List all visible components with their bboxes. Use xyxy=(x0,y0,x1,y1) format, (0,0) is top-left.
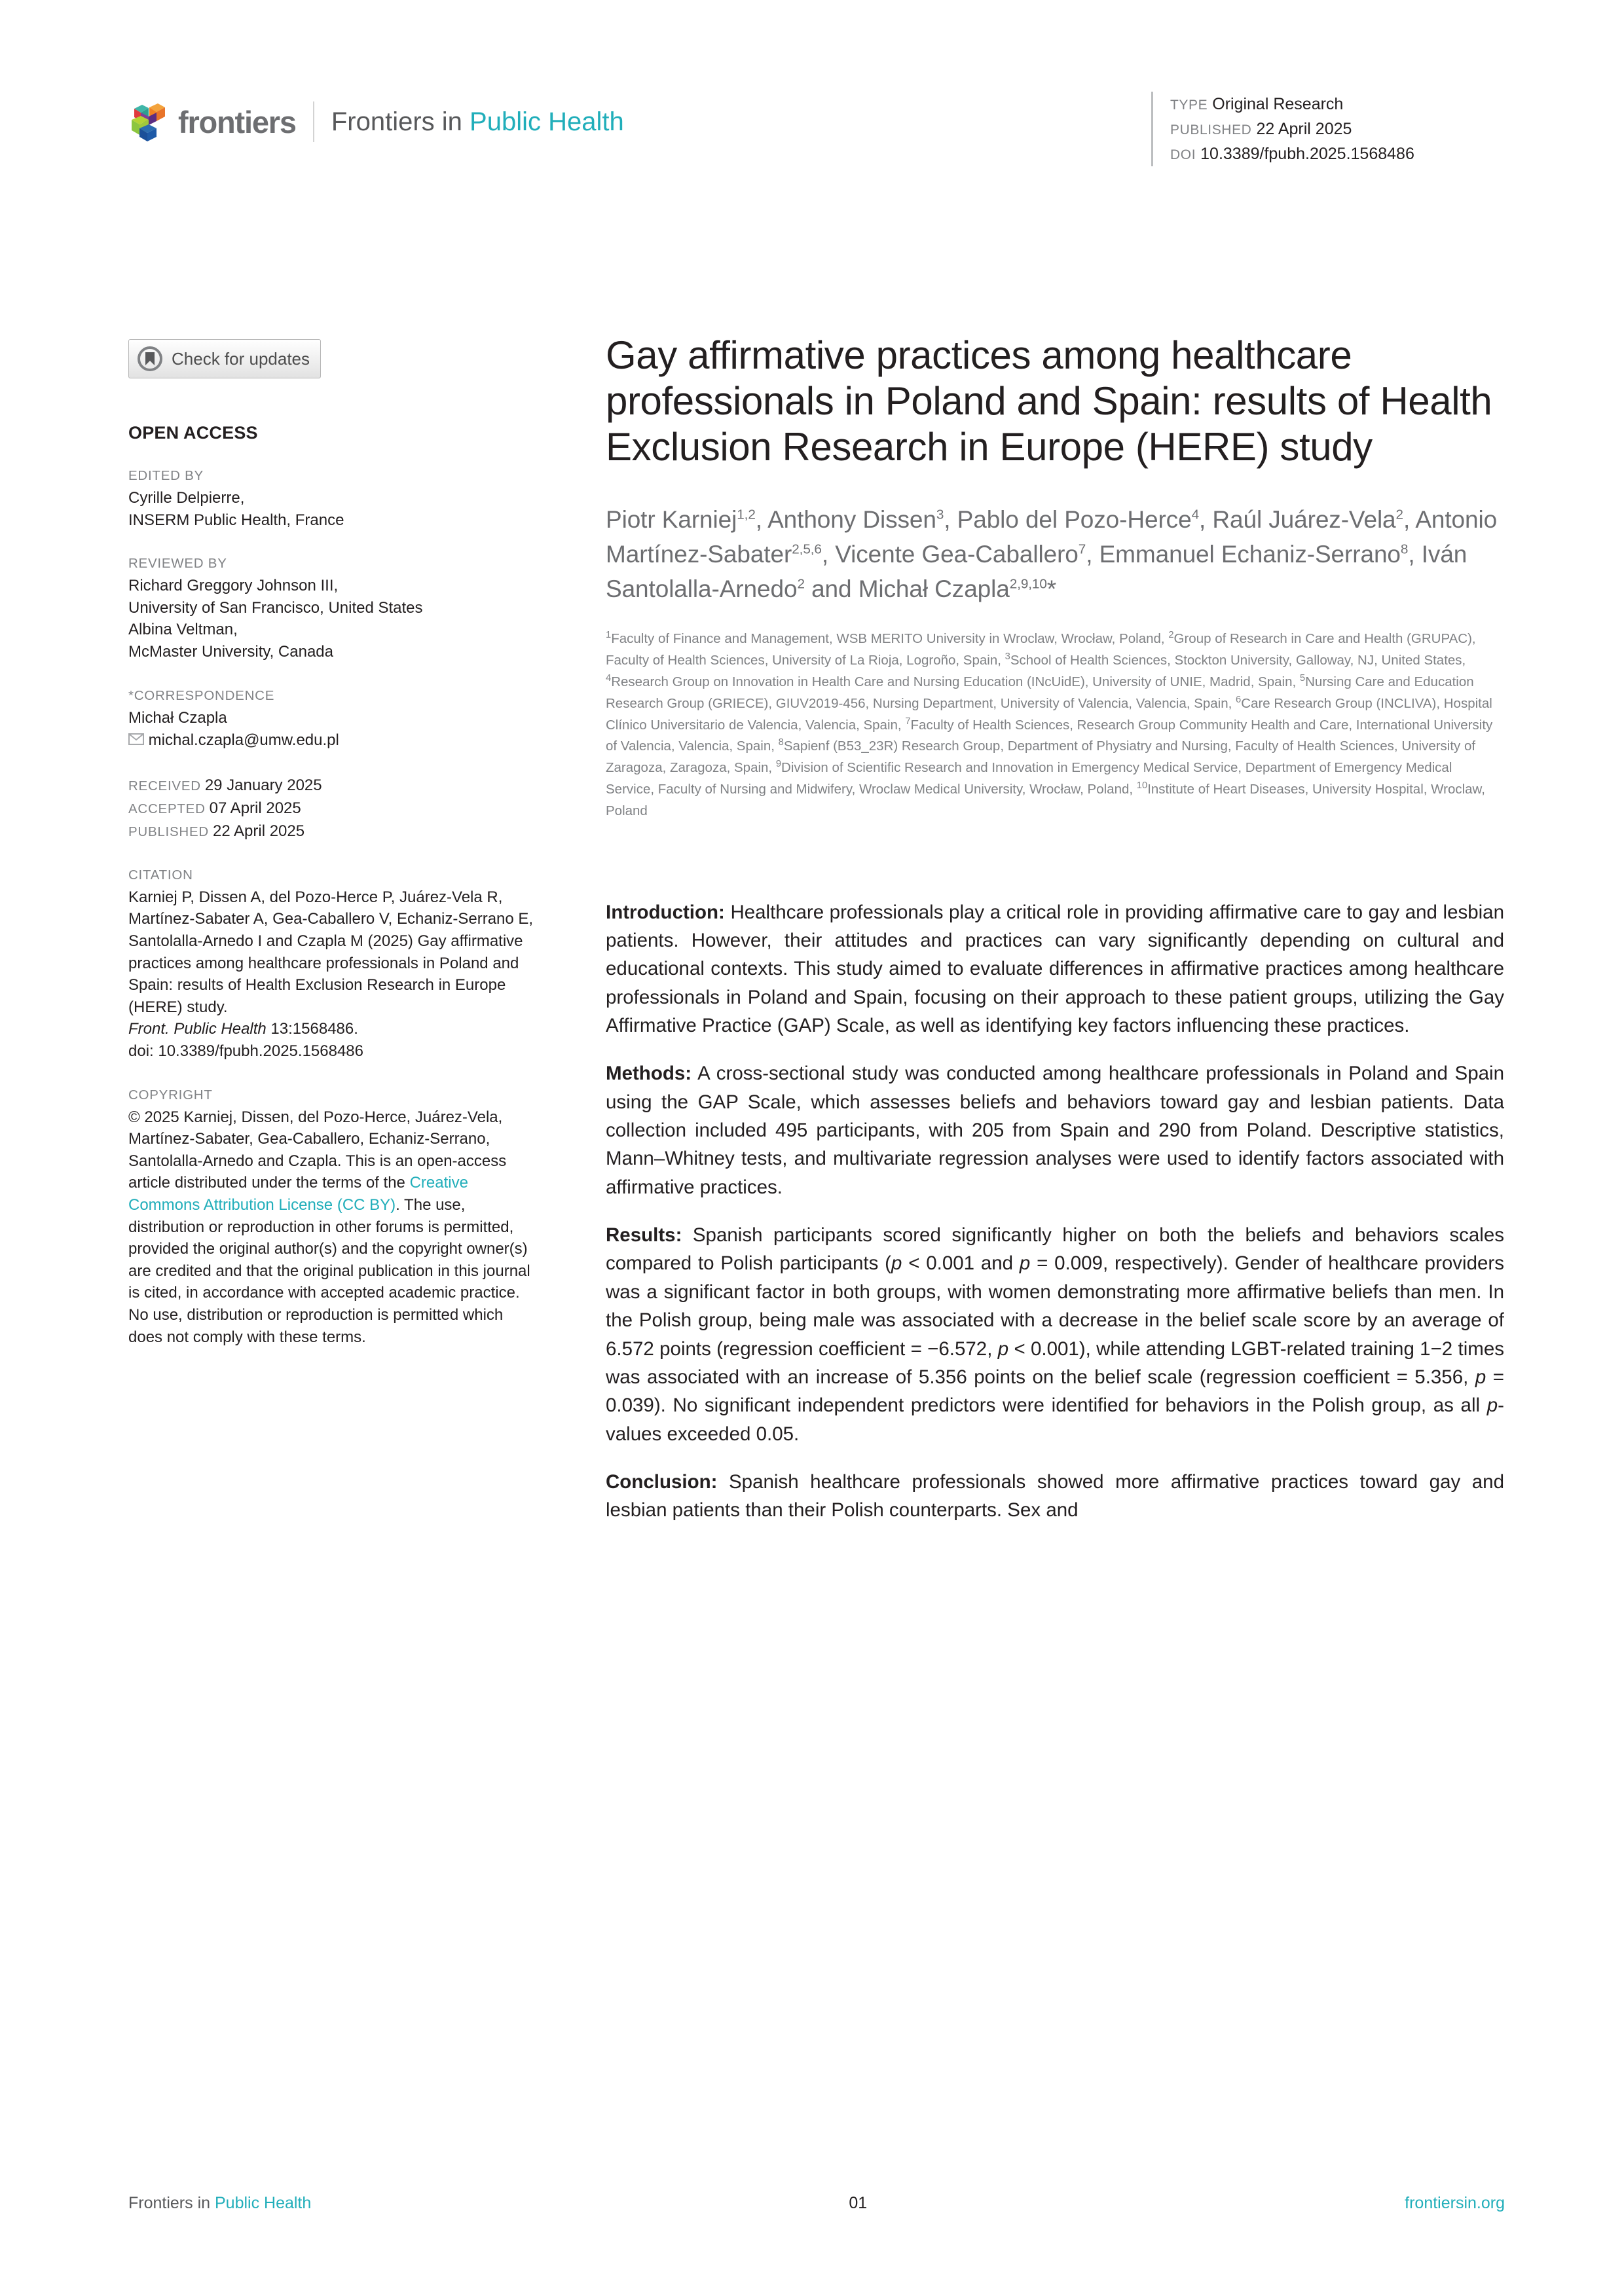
abstract-results-head: Results: xyxy=(606,1224,682,1247)
author-affiliation-marker: 2,5,6 xyxy=(792,541,822,557)
author-name[interactable]: Anthony Dissen xyxy=(767,505,936,533)
reviewed-by-value xyxy=(128,575,541,663)
check-for-updates-label: Check for updates xyxy=(172,348,310,369)
reviewer-line: McMaster University, Canada xyxy=(128,642,333,661)
abstract-conclusion-body: Spanish healthcare professionals showed more affirmative practices toward gay and lesbian patients than their Polish counterparts. Sex and xyxy=(606,1471,1504,1522)
abstract-methods xyxy=(606,1059,1504,1201)
masthead-divider xyxy=(313,101,314,142)
editor-line: Cyrille Delpierre, xyxy=(128,489,245,507)
meta-published-row xyxy=(1170,117,1505,141)
footer-journal-accent: Public Health xyxy=(214,2193,312,2212)
affiliation-text: Sapienf (B53_23R) Research Group, Department of Physiatry and Nursing, Faculty of Health Sciences, University of Zaragoza, Zaragoza, Spain, xyxy=(606,738,1476,776)
crossmark-icon xyxy=(137,346,163,372)
affiliation-marker: 7 xyxy=(905,716,911,727)
abstract-introduction-head: Introduction: xyxy=(606,901,725,923)
correspondence-name: Michał Czapla xyxy=(128,708,227,727)
edited-by-value xyxy=(128,487,541,531)
abstract-results-body-2: < 0.001 and xyxy=(902,1252,1020,1275)
author-name[interactable]: Vicente Gea-Caballero xyxy=(835,540,1079,568)
affiliation-marker: 10 xyxy=(1136,780,1148,792)
published-value: 22 April 2025 xyxy=(212,822,305,840)
reviewer-line: Richard Greggory Johnson III, xyxy=(128,577,339,595)
cc-license-link[interactable]: Creative Commons Attribution License (CC BY) xyxy=(128,1174,468,1214)
author-name[interactable]: Piotr Karniej xyxy=(606,505,737,533)
author-name[interactable]: Emmanuel Echaniz-Serrano xyxy=(1099,540,1401,568)
journal-title xyxy=(331,109,624,135)
copyright-part-two: . The use, distribution or reproduction in other forums is permitted, provided the original author(s) and the copyright owner(s) are credited and that the original publication in this journal is cited, in accordance with accepted academic practice. No use, distribution or reproduction is permitted which does not comply with these terms. xyxy=(128,1195,530,1346)
author-name[interactable]: Raúl Juárez-Vela xyxy=(1212,505,1396,533)
author-affiliation-marker: 4 xyxy=(1191,507,1199,522)
meta-type-label: TYPE xyxy=(1170,98,1208,113)
abstract-results-body-4: < 0.001), while attending LGBT-related training 1−2 times was associated with an increase of 5.356 points on the belief scale (regression coefficient = 5.356, xyxy=(606,1338,1504,1388)
accepted-label: ACCEPTED xyxy=(128,801,206,816)
abstract-results xyxy=(606,1221,1504,1448)
citation-label: CITATION xyxy=(128,867,193,883)
received-value: 29 January 2025 xyxy=(204,776,322,794)
abstract-results-p-5: p xyxy=(1486,1394,1498,1417)
envelope-icon xyxy=(128,733,144,745)
citation-journal: Front. Public Health xyxy=(128,1020,267,1038)
article-meta-block xyxy=(1151,92,1505,166)
meta-doi-row xyxy=(1170,141,1505,166)
reviewer-line: Albina Veltman, xyxy=(128,621,238,639)
abstract-conclusion-head: Conclusion: xyxy=(606,1471,718,1493)
author-name[interactable]: Michał Czapla xyxy=(858,575,1010,603)
abstract-results-body-1: Spanish participants scored significantly higher on both the beliefs and behaviors scales compared to Polish participants ( xyxy=(606,1224,1504,1275)
reviewer-line: University of San Francisco, United States xyxy=(128,598,423,617)
affiliation-marker: 5 xyxy=(1299,673,1306,684)
abstract-results-p-2: p xyxy=(1019,1252,1031,1275)
affiliation-marker: 2 xyxy=(1168,630,1174,641)
abstract-introduction xyxy=(606,898,1504,1040)
affiliation-marker: 3 xyxy=(1005,651,1010,663)
footer-journal xyxy=(128,2194,311,2213)
correspondence-email-row[interactable] xyxy=(128,729,541,752)
abstract-introduction-body: Healthcare professionals play a critical role in providing affirmative care to gay and lesbian patients. However, their attitudes and practices can vary significantly depending on cultural and educational contexts. This study aimed to evaluate differences in affirmative practices among healthcare professionals in Poland and Spain, focusing on their approach to these patient groups, utilizing the Gay Affirmative Practice (GAP) Scale, as well as identifying key factors influencing these practices. xyxy=(606,901,1504,1036)
affiliation-text: School of Health Sciences, Stockton University, Galloway, NJ, United States, xyxy=(1010,653,1466,668)
abstract-results-p-1: p xyxy=(891,1252,902,1275)
correspondence-email[interactable]: michal.czapla@umw.edu.pl xyxy=(148,731,339,750)
article-dates xyxy=(128,774,541,843)
open-access-badge: OPEN ACCESS xyxy=(128,423,258,443)
correspondence-label: *CORRESPONDENCE xyxy=(128,687,275,703)
affiliation-marker: 6 xyxy=(1236,694,1242,705)
affiliation-text: Faculty of Health Sciences, Research Group Community Health and Care, International University of Valencia, Valencia, Spain, xyxy=(606,717,1493,754)
affiliation-text: Care Research Group (INCLIVA), Hospital Clínico Universitario de Valencia, Valencia, Spain, xyxy=(606,695,1492,733)
author-affiliation-marker: 7 xyxy=(1078,541,1086,557)
meta-type-value: Original Research xyxy=(1212,95,1344,113)
page-footer xyxy=(128,2190,1505,2216)
author-name[interactable]: Antonio Martínez-Sabater xyxy=(606,505,1498,568)
published-row xyxy=(128,820,541,843)
affiliation-text: Research Group on Innovation in Health Care and Nursing Education (INcUidE), University of UNIE, Madrid, Spain, xyxy=(611,674,1300,689)
affiliation-text: Institute of Heart Diseases, University Hospital, Wroclaw, Poland xyxy=(606,781,1485,818)
affiliation-marker: 4 xyxy=(606,673,612,684)
author-name[interactable]: Iván Santolalla-Arnedo xyxy=(606,540,1467,603)
affiliation-marker: 8 xyxy=(778,737,784,748)
abstract-methods-head: Methods: xyxy=(606,1063,692,1085)
check-for-updates-button[interactable] xyxy=(128,339,321,378)
correspondence-value xyxy=(128,707,541,752)
author-affiliation-marker: 3 xyxy=(936,507,944,522)
copyright-text xyxy=(128,1106,541,1349)
published-label: PUBLISHED xyxy=(128,824,209,839)
author-affiliation-marker: 1,2 xyxy=(737,507,756,522)
reviewed-by-label: REVIEWED BY xyxy=(128,556,227,572)
article-sidebar xyxy=(128,339,541,1348)
affiliation-text: Faculty of Finance and Management, WSB MERITO University in Wroclaw, Wrocław, Poland, xyxy=(611,631,1169,647)
abstract-results-p-4: p xyxy=(1475,1366,1486,1388)
meta-published-label: PUBLISHED xyxy=(1170,122,1252,137)
author-list: Piotr Karniej$^{1,2}$, Anthony Dissen$^3$, Pablo del Pozo-Herce$^4$, Raúl Juárez-Vela$^2$, Antonio Martínez-Sabater$^{2,5,6}$, Vicente Gea-Caballero$^7$, Emmanuel Echaniz-Serrano$^8$, Iván Santolalla-Arnedo$^2$ and Michał Czapla$^{2,9,10}$* xyxy=(606,505,1498,603)
frontiers-logo-icon xyxy=(128,100,169,143)
affiliation-list xyxy=(606,629,1504,822)
author-affiliation-marker: 2 xyxy=(1395,507,1403,522)
page-title: Gay affirmative practices among healthcare professionals in Poland and Spain: results of Health Exclusion Research in Europe (HERE) study xyxy=(606,333,1492,469)
author-affiliation-marker: 2 xyxy=(797,576,805,592)
citation-doi: doi: 10.3389/fpubh.2025.1568486 xyxy=(128,1042,364,1060)
affiliation-marker: 1 xyxy=(606,630,612,641)
received-row xyxy=(128,774,541,797)
abstract-results-p-3: p xyxy=(997,1338,1009,1360)
affiliation-text: Nursing Care and Education Research Group (GRIECE), GIUV2019-456, Nursing Department, University of Valencia, Valencia, Spain, xyxy=(606,674,1474,711)
affiliation-marker: 9 xyxy=(775,759,782,770)
author-affiliation-marker: 2,9,10 xyxy=(1009,576,1047,592)
citation-volume: 13:1568486. xyxy=(266,1020,358,1038)
page-number: 01 xyxy=(849,2193,868,2212)
affiliation-text: Division of Scientific Research and Innovation in Emergency Medical Service, Department of Emergency Medical Service, Faculty of Nursing and Midwifery, Wroclaw Medical University, Wrocław, Poland, xyxy=(606,760,1452,797)
frontiers-wordmark: frontiers xyxy=(178,104,296,139)
copyright-label: COPYRIGHT xyxy=(128,1087,213,1102)
copyright-part-one: © 2025 Karniej, Dissen, del Pozo-Herce, Juárez-Vela, Martínez-Sabater, Gea-Caballero, Echaniz-Serrano, Santolalla-Arnedo and Czapla. This is an open-access article distributed under the terms of the xyxy=(128,1108,507,1192)
journal-title-prefix: Frontiers in xyxy=(331,107,470,136)
abstract-methods-body: A cross-sectional study was conducted among healthcare professionals in Poland and Spain using the GAP Scale, which assesses beliefs and behaviors toward gay and lesbian patients. Data collection included 495 participants, with 205 from Spain and 290 from Poland. Descriptive statistics, Mann–Whitney tests, and multivariate regression analyses were used to identify factors associated with affirmative practices. xyxy=(606,1063,1504,1198)
abstract xyxy=(606,898,1504,1525)
meta-published-value: 22 April 2025 xyxy=(1256,120,1352,138)
accepted-row xyxy=(128,797,541,820)
affiliation-text: Group of Research in Care and Health (GRUPAC), Faculty of Health Sciences, University of La Rioja, Logroño, Spain, xyxy=(606,631,1476,668)
author-affiliation-marker: 8 xyxy=(1400,541,1409,557)
abstract-results-body-6: -values exceeded 0.05. xyxy=(606,1394,1504,1445)
abstract-results-body-5: = 0.039). No significant independent predictors were identified for behaviors in the Polish group, as all xyxy=(606,1366,1504,1417)
meta-doi-label: DOI xyxy=(1170,147,1196,162)
citation-authors-title: Karniej P, Dissen A, del Pozo-Herce P, Juárez-Vela R, Martínez-Sabater A, Gea-Caballero V, Echaniz-Serrano E, Santolalla-Arnedo I and Czapla M (2025) Gay affirmative practices among healthcare professionals in Poland and Spain: results of Health Exclusion Research in Europe (HERE) study. xyxy=(128,888,534,1016)
received-label: RECEIVED xyxy=(128,778,201,793)
citation-text xyxy=(128,886,541,1063)
journal-title-accent: Public Health xyxy=(470,107,624,136)
meta-doi-value[interactable]: 10.3389/fpubh.2025.1568486 xyxy=(1200,145,1414,163)
frontiersin-link[interactable]: frontiersin.org xyxy=(1405,2193,1505,2212)
abstract-conclusion xyxy=(606,1468,1504,1525)
edited-by-label: EDITED BY xyxy=(128,468,204,483)
abstract-results-body-3: = 0.009, respectively). Gender of healthcare providers was a significant factor in both groups, with women demonstrating more affirmative beliefs than men. In the Polish group, being male was associated with a decrease in the belief scale score by an average of 6.572 points (regression coefficient = −6.572, xyxy=(606,1252,1504,1360)
author-name[interactable]: Pablo del Pozo-Herce xyxy=(957,505,1192,533)
editor-line: INSERM Public Health, France xyxy=(128,511,344,529)
accepted-value: 07 April 2025 xyxy=(209,799,301,817)
meta-type-row xyxy=(1170,92,1505,117)
footer-journal-prefix: Frontiers in xyxy=(128,2193,215,2212)
article-main xyxy=(606,333,1504,1525)
